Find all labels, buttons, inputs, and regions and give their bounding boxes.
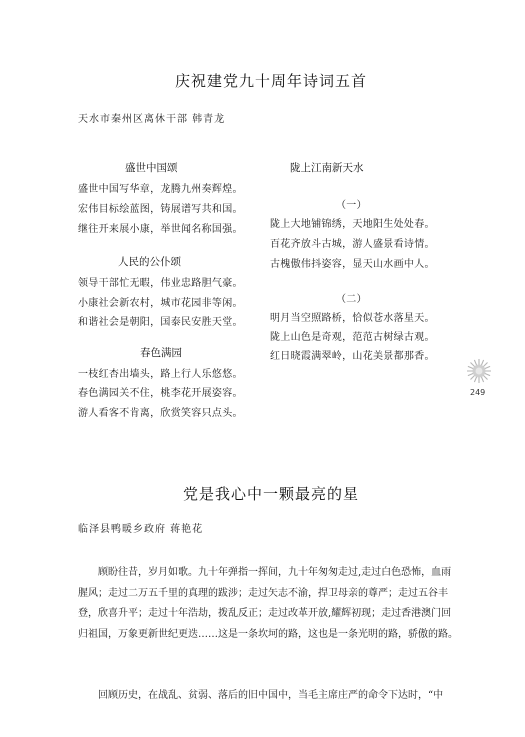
poem-line: 游人看客不肯离，欣赏笑容只点头。 <box>78 408 243 419</box>
poem-line: 盛世中国写华章，龙腾九州奏辉煌。 <box>78 184 243 195</box>
poem-title: 春色满园 <box>140 347 182 359</box>
poem-line: 春色满园关不住，桃李花开展姿容。 <box>78 388 243 399</box>
poem-title: 盛世中国颂 <box>125 162 178 174</box>
poem-line: 和谐社会是朝阳，国泰民安胜天堂。 <box>78 317 243 328</box>
poem-line: 古槐傲伟抖姿容，显天山水画中人。 <box>270 259 435 270</box>
poem-line: 陇上山色是奇观，范范古树绿古观。 <box>270 332 435 343</box>
article-1-title: 庆祝建党九十周年诗词五首 <box>175 72 368 90</box>
poem-title: 人民的公仆颂 <box>118 256 181 268</box>
poem-line: 领导干部忙无暇，伟业忠路胆气豪。 <box>78 278 243 289</box>
body-paragraph: 顾盼往昔，岁月如歌。九十年弹指一挥间，九十年匆匆走过,走过白色恐怖，血雨腥风；走过二万五千里的真理的跋涉；走过矢志不渝，捍卫母亲的尊严；走过五谷丰登，欣喜升平；走过十年浩劫，拨乱反正；走过改革开放,耀辉初现；走过香港澳门回归祖国，万象更新世纪更迭……这是一条坎坷的路，这也是一条光明的路，骄傲的路。 <box>78 567 458 640</box>
poem-line: 一枝红杏出墙头，路上行人乐悠悠。 <box>78 369 243 380</box>
article-1-byline: 天水市秦州区离休干部 韩青龙 <box>78 114 226 125</box>
article-2-byline: 临泽县鸭暖乡政府 蒋艳花 <box>78 524 204 535</box>
poem-line: 陇上大地铺锦绣，天地阳生处处春。 <box>270 219 435 230</box>
poem-line: 百花齐放斗古城，游人盛景看诗情。 <box>270 239 435 250</box>
poem-line: 明月当空照路桥，恰似苍水落星天。 <box>270 313 435 324</box>
article-2-title: 党是我心中一颗最亮的星 <box>183 485 360 503</box>
poem-line: 继往开来展小康，举世闻名称国强。 <box>78 224 243 235</box>
poem-line: 红日晓霞满翠岭，山花美景都那香。 <box>270 351 435 362</box>
poem-line: 小康社会新农村，城市花园非等闲。 <box>78 298 243 309</box>
section-label: （一） <box>336 200 367 211</box>
body-paragraph: 回顾历史，在战乱、贫弱、落后的旧中国中，当毛主席庄严的命令下达时，“中 <box>98 690 444 701</box>
page-number: 249 <box>470 388 486 397</box>
poem-line: 宏伟目标绘蓝图，铸展谱写共和国。 <box>78 204 243 215</box>
poem-title: 陇上江南新天水 <box>290 162 364 174</box>
sunburst-ornament-icon <box>466 358 492 384</box>
section-label: （二） <box>336 294 367 305</box>
